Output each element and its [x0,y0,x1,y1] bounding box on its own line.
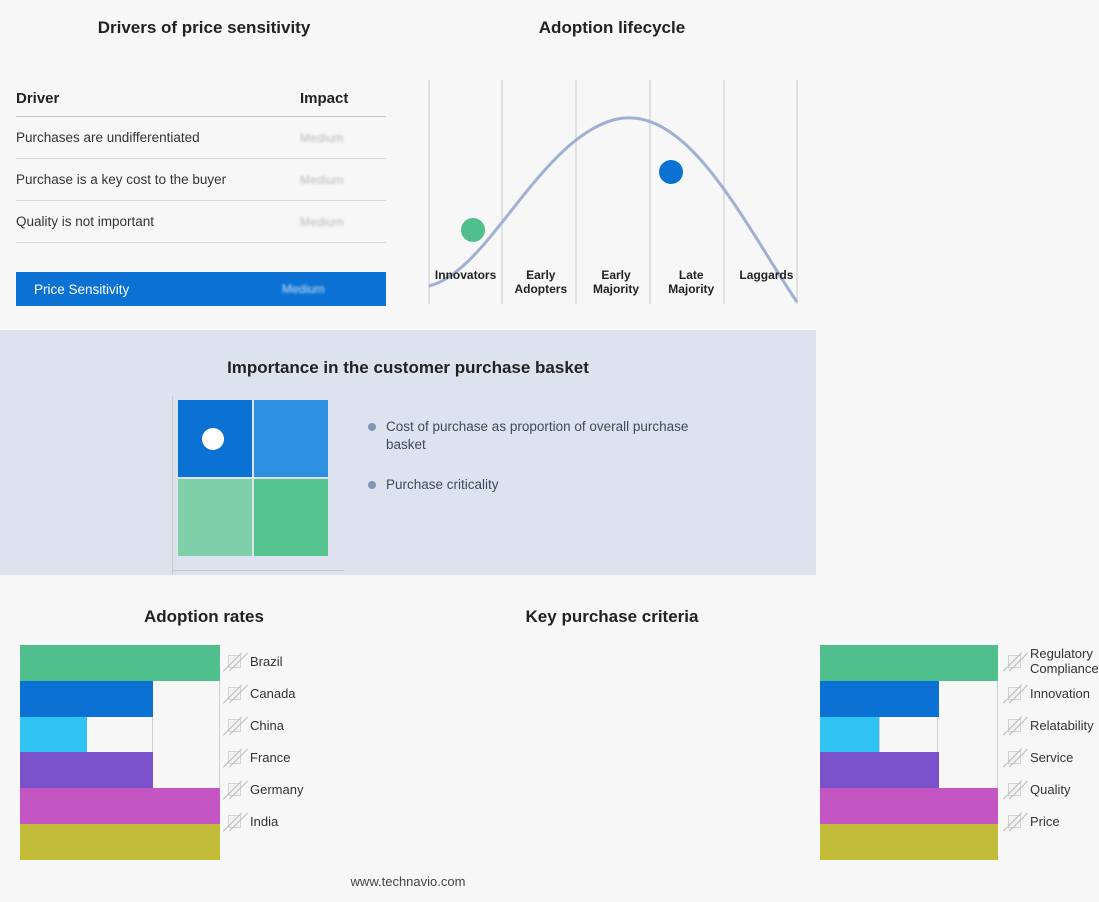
hatch-swatch-icon [228,655,241,668]
list-item [1008,805,1099,837]
list-item [228,773,303,805]
list-item [1008,677,1099,709]
quadrant-bottom-right [254,479,328,556]
criteria-legend [1008,645,1099,837]
quadrant-bottom-left [178,479,252,556]
bar-brazil [20,645,220,681]
list-item [228,645,303,677]
lifecycle-stage-labels [428,268,804,296]
bar-germany [20,788,220,824]
legend-label: Innovation [1030,685,1090,701]
table-row [20,824,220,860]
hatch-swatch-icon [1008,815,1021,828]
adoption-rates-legend [228,645,303,837]
criteria-chart [820,645,998,860]
marker-late-majority [659,160,683,184]
table-row [20,681,220,717]
adoption-rates-chart [20,645,220,860]
legend-label: India [250,813,279,829]
bar-india [20,824,220,860]
stage-label-early-adopters: Early Adopters [514,268,568,296]
panel-price-sensitivity [0,0,408,330]
price-sensitivity-label: Price Sensitivity [34,281,130,297]
list-item [228,709,303,741]
legend-label: Regulatory Compliance [1030,646,1099,676]
list-item [1008,773,1099,805]
stage-label-innovators: Innovators [434,268,497,282]
table-row [16,159,386,201]
list-item [1008,645,1099,677]
criteria-bars [820,645,998,860]
marker-innovators [461,218,485,242]
basket-legend-label: Cost of purchase as proportion of overall purchase basket [386,419,689,452]
panel-purchase-basket [0,330,816,575]
bullet-dot-icon [368,481,376,489]
hatch-swatch-icon [228,687,241,700]
criteria-title: Key purchase criteria [525,607,699,626]
footer-url: www.technavio.com [350,874,466,889]
basket-legend [368,418,698,516]
table-row [820,717,998,753]
driver-label: Purchases are undifferentiated [16,130,200,145]
table-row [20,717,220,753]
hatch-swatch-icon [228,751,241,764]
driver-label: Purchase is a key cost to the buyer [16,172,227,187]
bar-price [820,824,998,860]
list-item [368,476,698,494]
driver-label: Quality is not important [16,214,155,229]
legend-label: Price [1030,813,1060,829]
column-header-driver: Driver [16,90,60,107]
legend-label: Brazil [250,653,283,669]
table-row [820,681,998,717]
list-item [1008,741,1099,773]
bar-regulatory-compliance [820,645,998,681]
basket-y-axis [172,396,173,574]
drivers-table [16,90,386,243]
panel-adoption-lifecycle [408,0,816,330]
basket-legend-label: Purchase criticality [386,477,499,492]
panel-key-purchase-criteria [408,575,1099,902]
hatch-swatch-icon [1008,655,1021,668]
list-item [1008,709,1099,741]
table-row [20,645,220,681]
impact-value: Medium [300,172,344,187]
hatch-swatch-icon [1008,751,1021,764]
bar-relatability [820,717,879,753]
legend-label: Canada [250,685,296,701]
quadrant-top-left [178,400,252,477]
panel-adoption-rates [0,575,408,902]
price-sensitivity-value: Medium [282,282,325,296]
drivers-title: Drivers of price sensitivity [97,18,311,37]
bar-innovation [820,681,939,717]
impact-value: Medium [300,214,344,229]
adoption-rates-bars [20,645,220,860]
legend-label: Quality [1030,781,1071,797]
lifecycle-title: Adoption lifecycle [538,18,686,37]
table-row [16,201,386,243]
hatch-swatch-icon [1008,687,1021,700]
table-row [820,752,998,788]
quadrant-top-right [254,400,328,477]
list-item [228,805,303,837]
bar-china [20,717,87,753]
bar-quality [820,788,998,824]
table-row [820,645,998,681]
list-item [228,677,303,709]
drivers-table-header [16,90,386,117]
list-item [368,418,698,454]
legend-label: France [250,749,291,765]
table-row [16,117,386,159]
price-sensitivity-summary-row [16,272,386,306]
bullet-dot-icon [368,423,376,431]
hatch-swatch-icon [1008,719,1021,732]
legend-label: Germany [250,781,304,797]
table-row [820,824,998,860]
table-row [20,752,220,788]
hatch-swatch-icon [228,783,241,796]
adoption-rates-title: Adoption rates [144,607,264,626]
hatch-swatch-icon [228,815,241,828]
table-row [820,788,998,824]
stage-label-laggards: Laggards [739,268,794,282]
legend-label: Service [1030,749,1074,765]
stage-label-late-majority: Late Majority [668,268,715,296]
legend-label: China [250,717,284,733]
hatch-swatch-icon [1008,783,1021,796]
legend-label: Relatability [1030,717,1094,733]
impact-value: Medium [300,130,344,145]
basket-x-axis [172,570,344,571]
bar-service [820,752,939,788]
basket-title: Importance in the customer purchase basket [227,358,589,377]
column-header-impact: Impact [300,90,349,107]
bar-france [20,752,153,788]
bar-canada [20,681,153,717]
basket-marker-dot [202,428,224,450]
table-row [20,788,220,824]
basket-quadrant-chart [178,400,333,565]
list-item [228,741,303,773]
hatch-swatch-icon [228,719,241,732]
stage-label-early-majority: Early Majority [593,268,640,296]
